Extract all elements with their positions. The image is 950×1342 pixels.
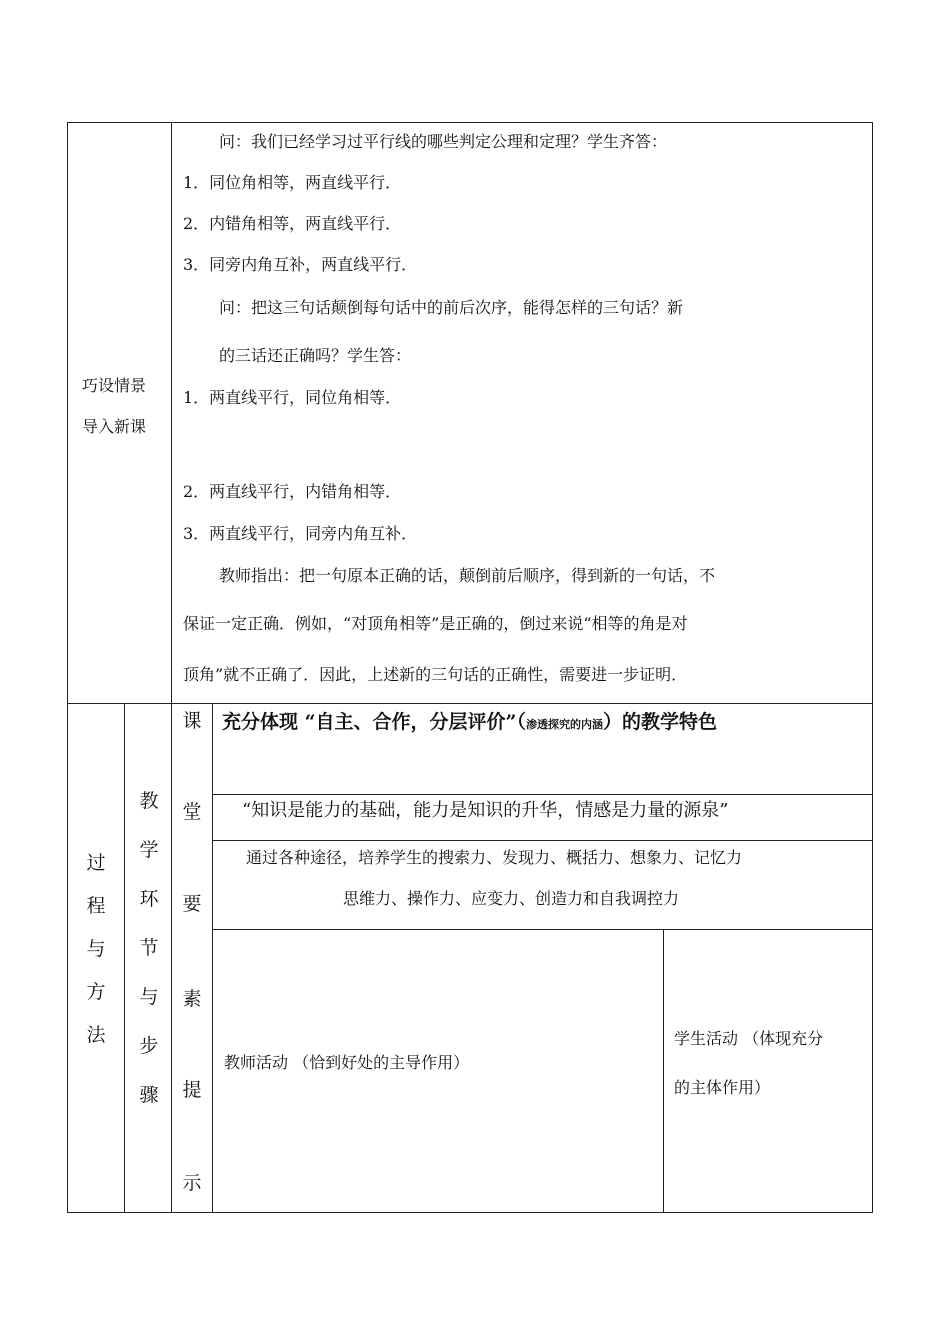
motto-quote: “知识是能力的基础，能力是知识的升华，情感是力量的源泉” <box>242 800 729 821</box>
intro-reply-1: 1．两直线平行，同位角相等． <box>183 388 402 407</box>
intro-reply-2: 2．两直线平行，内错角相等． <box>183 482 402 501</box>
row-divider <box>67 703 873 704</box>
intro-question-2: 问：把这三句话颠倒每句话中的前后次序，能得怎样的三句话？新 <box>219 298 684 317</box>
teaching-feature-heading <box>222 711 717 736</box>
abilities-divider <box>212 929 873 930</box>
intro-label-line-1: 巧设情景 <box>82 376 147 395</box>
process-char: 程 <box>86 895 106 917</box>
elements-char: 要 <box>182 893 202 915</box>
quote-divider <box>212 840 873 841</box>
steps-char: 节 <box>139 937 159 959</box>
col-divider-2 <box>171 703 172 1213</box>
steps-char: 与 <box>139 986 159 1008</box>
intro-question-2-cont: 的三话还正确吗？学生答： <box>219 346 412 365</box>
teacher-activity: 教师活动 （恰到好处的主导作用） <box>224 1053 470 1072</box>
intro-label-line-2: 导入新课 <box>82 417 147 436</box>
abilities-line-2: 思维力、操作力、应变力、创造力和自我调控力 <box>343 889 680 908</box>
heading-end: ）的教学特色 <box>602 711 717 733</box>
intro-answer-1: 1．同位角相等，两直线平行． <box>183 173 402 192</box>
steps-char: 学 <box>139 839 159 861</box>
col-divider-1 <box>124 703 125 1213</box>
heading-divider <box>212 794 873 795</box>
steps-char: 教 <box>139 790 159 812</box>
heading-main: 充分体现 “自主、合作，分层评价”（ <box>222 711 526 733</box>
intro-answer-2: 2．内错角相等，两直线平行． <box>183 214 402 233</box>
heading-small: 渗透探究的内涵 <box>525 718 603 731</box>
elements-char: 素 <box>182 988 202 1010</box>
intro-reply-3: 3．两直线平行，同旁内角互补． <box>183 524 418 543</box>
student-activity-line-1: 学生活动 （体现充分 <box>674 1029 824 1048</box>
steps-char: 步 <box>139 1035 159 1057</box>
intro-answer-3: 3．同旁内角互补，两直线平行． <box>183 255 418 274</box>
teacher-note-3: 顶角”就不正确了．因此，上述新的三句话的正确性，需要进一步证明． <box>183 665 688 684</box>
student-activity-line-2: 的主体作用） <box>674 1078 771 1097</box>
col-divider-3 <box>212 703 213 1213</box>
teacher-note-2: 保证一定正确．例如，“对顶角相等”是正确的，倒过来说“相等的角是对 <box>183 614 688 633</box>
elements-char: 课 <box>182 710 202 732</box>
steps-char: 骤 <box>139 1084 159 1106</box>
activity-divider <box>663 929 664 1213</box>
process-char: 方 <box>86 981 106 1003</box>
intro-divider <box>171 122 172 703</box>
steps-char: 环 <box>139 888 159 910</box>
process-char: 过 <box>86 852 106 874</box>
process-char: 与 <box>86 938 106 960</box>
process-char: 法 <box>86 1024 106 1046</box>
teacher-note-1: 教师指出：把一句原本正确的话，颠倒前后顺序，得到新的一句话，不 <box>219 566 716 585</box>
intro-question-1: 问：我们已经学习过平行线的哪些判定公理和定理？学生齐答： <box>219 132 668 151</box>
abilities-line-1: 通过各种途径，培养学生的搜索力、发现力、概括力、想象力、记忆力 <box>246 848 743 867</box>
elements-char: 提 <box>182 1079 202 1101</box>
elements-char: 示 <box>182 1172 202 1194</box>
elements-char: 堂 <box>182 801 202 823</box>
